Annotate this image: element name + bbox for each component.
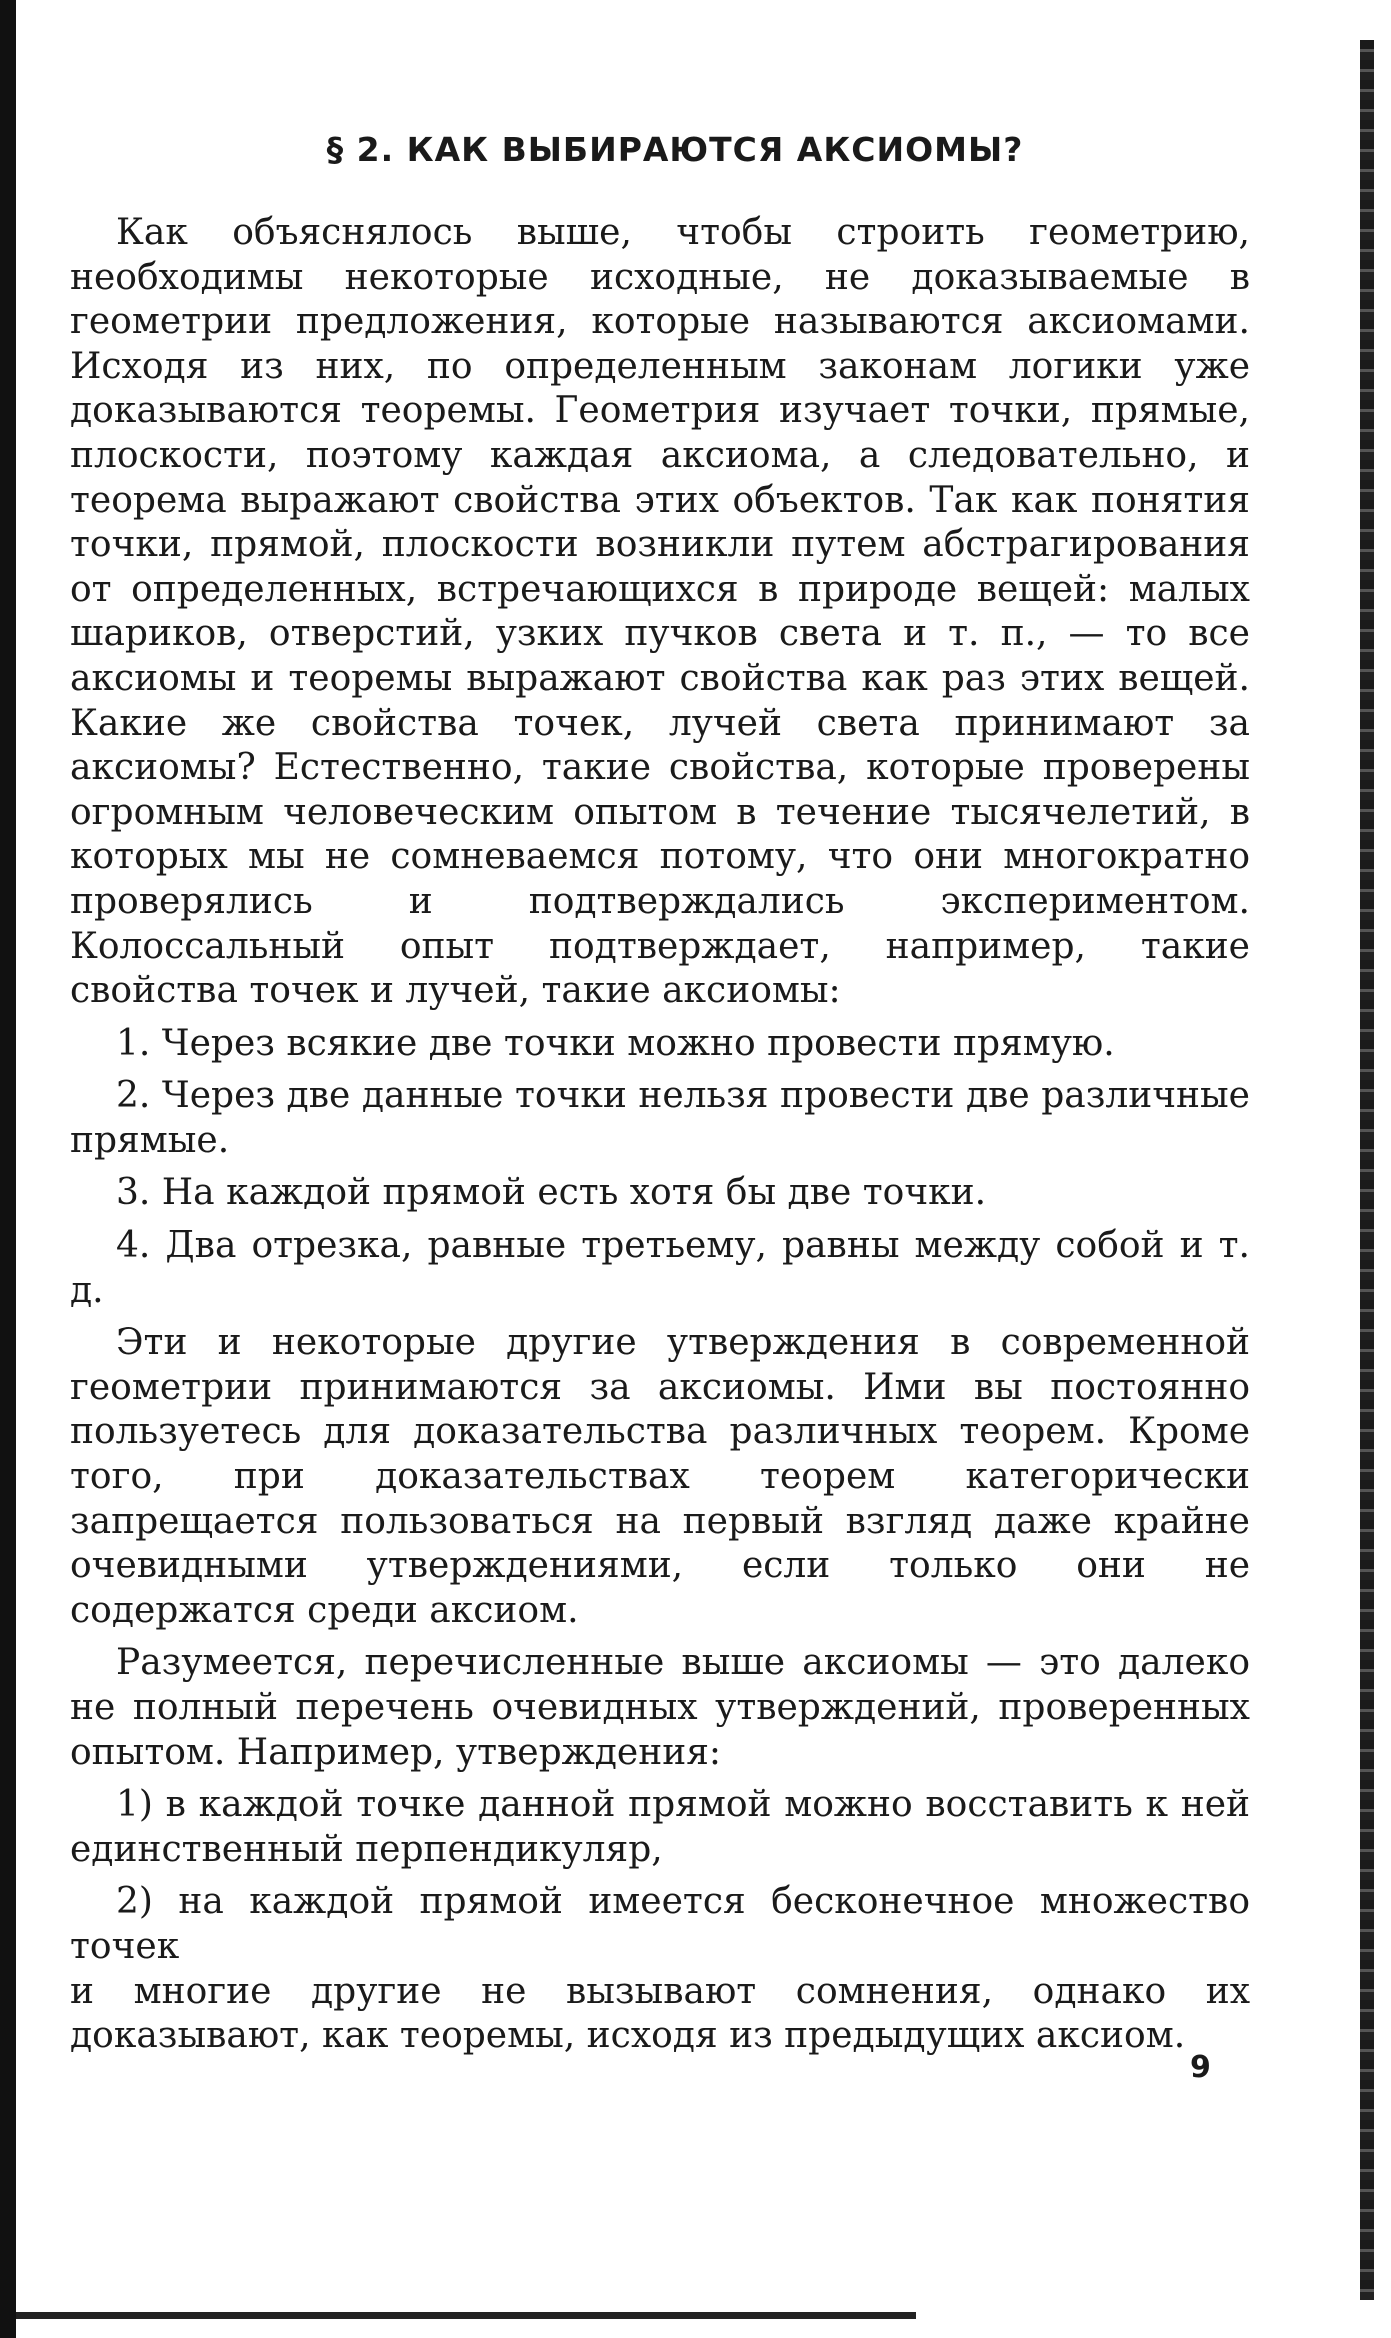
statement-item: 1) в каждой точке данной прямой можно восставить к ней единственный перпендикуляр, [70,1784,1250,1870]
paragraph-intro: Как объяснялось выше, чтобы строить геометрию, необходимы некоторые исходные, не доказываемые в геометрии предложения, которые называются аксиомами. Исходя из них, по определенным законам логики уже доказываются теоремы. Геометрия изучает точки, прямые, плоскости, поэтому каждая аксиома, а следовательно, и теорема выражают свойства этих объектов. Так как понятия точки, прямой, плоскости возникли путем абстрагирования от определенных, встречающихся в природе вещей: малых шариков, отверстий, узких пучков света и т. п., — то все аксиомы и теоремы выражают свойства как раз этих вещей. Какие же свойства точек, лучей света принимают за аксиомы? Естественно, такие свойства, которые проверены огромным человеческим опытом в течение тысячелетий, в которых мы не сомневаемся потому, что они многократно проверялись и подтверждались экспериментом. Колоссальный опыт подтверждает, например, такие свойства точек и лучей, такие аксиомы: [70,212,1250,1012]
page-number: 9 [1190,2050,1211,2085]
statement-item: 2) на каждой прямой имеется бесконечное множество точек [70,1881,1250,1967]
paragraph-axioms-usage: Эти и некоторые другие утверждения в современной геометрии принимаются за аксиомы. Ими вы постоянно пользуетесь для доказательства различных теорем. Кроме того, при доказательствах теорем категорически запрещается пользоваться на первый взгляд даже крайне очевидными утверждениями, если только они не содержатся среди аксиом. [70,1322,1250,1631]
scan-border-right [1360,40,1374,2300]
axiom-item: 1. Через всякие две точки можно провести прямую. [116,1022,1115,1064]
scan-border-left [0,0,16,2338]
axiom-item: 3. На каждой прямой есть хотя бы две точки. [116,1172,987,1214]
scan-border-bottom [16,2312,916,2319]
section-heading: § 2. КАК ВЫБИРАЮТСЯ АКСИОМЫ? [326,130,1024,169]
paragraph-conclusion: и многие другие не вызывают сомнения, однако их доказывают, как теоремы, исходя из предыдущих аксиом. [70,1970,1250,2057]
paragraph-other-statements: Разумеется, перечисленные выше аксиомы — это далеко не полный перечень очевидных утверждений, проверенных опытом. Например, утверждения: [70,1642,1250,1773]
page-text-block [70,130,1250,2059]
axiom-item: 4. Два отрезка, равные третьему, равны между собой и т. д. [70,1225,1250,1311]
axiom-item: 2. Через две данные точки нельзя провести две различные прямые. [70,1075,1250,1161]
